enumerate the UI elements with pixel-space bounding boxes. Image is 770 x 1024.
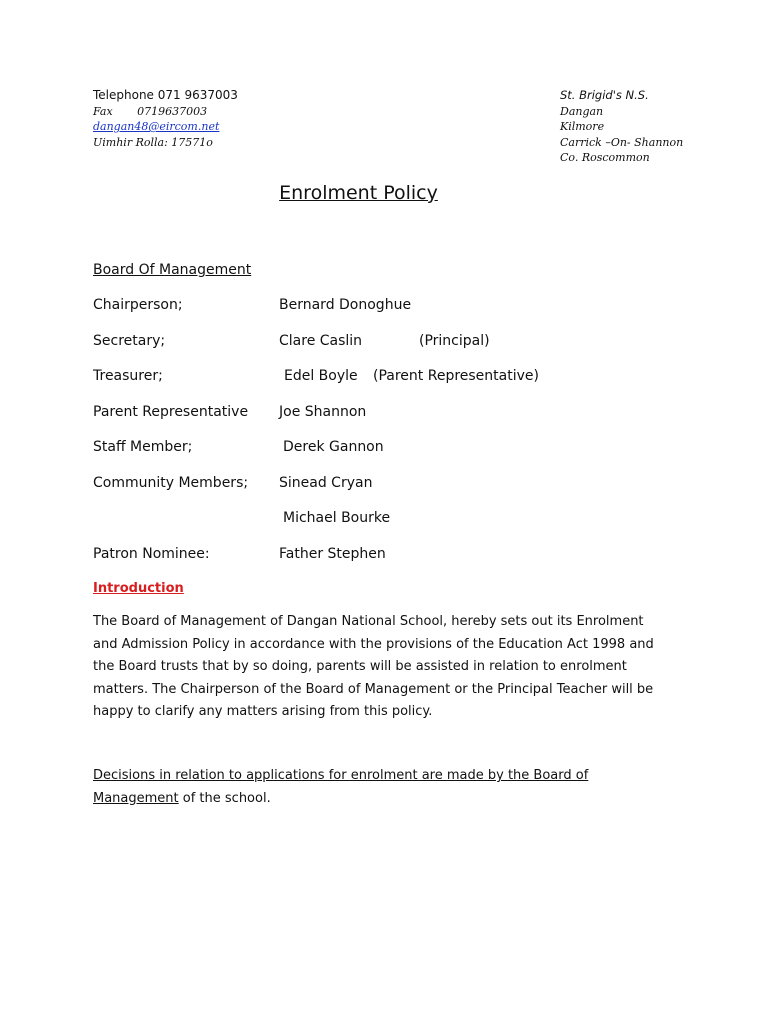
member-name: Clare Caslin (279, 333, 363, 349)
document-title: Enrolment Policy (279, 182, 438, 204)
member-role: Parent Representative (93, 404, 249, 420)
roll-number: Uimhir Rolla: 17571o (93, 135, 213, 149)
member-role: Staff Member; (93, 439, 193, 455)
introduction-heading: Introduction (93, 581, 184, 596)
member-name: Father Stephen (279, 546, 386, 562)
paragraph-line: happy to clarify any matters arising from this policy. (93, 704, 433, 719)
member-role: Chairperson; (93, 297, 183, 313)
member-name: Michael Bourke (283, 510, 391, 526)
decision-rest: of the school. (178, 790, 271, 806)
school-address (560, 88, 760, 166)
decision-line: Decisions in relation to applications for enrolment are made by the Board of (93, 768, 589, 783)
member-role: Patron Nominee: (93, 546, 210, 562)
member-role: Community Members; (93, 475, 249, 491)
member-name: Joe Shannon (279, 404, 367, 420)
decision-statement (93, 765, 633, 810)
telephone-number: Telephone 071 9637003 (93, 88, 238, 102)
email-link[interactable]: dangan48@eircom.net (93, 120, 220, 133)
introduction-paragraph (93, 611, 683, 724)
address-line: Dangan (560, 104, 604, 118)
member-note: (Parent Representative) (373, 368, 539, 384)
member-role: Secretary; (93, 333, 166, 349)
address-line: Kilmore (560, 120, 605, 133)
paragraph-line: matters. The Chairperson of the Board of Management or the Principal Teacher will be (93, 681, 654, 697)
member-name: Sinead Cryan (279, 475, 373, 491)
member-name: Edel Boyle (284, 368, 358, 384)
school-name: St. Brigid's N.S. (560, 88, 649, 102)
member-note: (Principal) (419, 333, 490, 349)
member-role: Treasurer; (93, 368, 163, 384)
member-name: Derek Gannon (283, 439, 384, 455)
paragraph-line: the Board trusts that by so doing, parents will be assisted in relation to enrolment (93, 659, 627, 674)
fax-number: Fax 0719637003 (93, 104, 208, 118)
school-contact-details (93, 88, 353, 150)
board-heading: Board Of Management (93, 262, 252, 278)
paragraph-line: and Admission Policy in accordance with the provisions of the Education Act 1998 and (93, 636, 654, 652)
decision-emphasis: Management (93, 790, 179, 806)
paragraph-line: The Board of Management of Dangan National School, hereby sets out its Enrolment (93, 614, 644, 629)
address-line: Co. Roscommon (560, 151, 650, 164)
address-line: Carrick –On- Shannon (560, 135, 684, 149)
member-name: Bernard Donoghue (279, 297, 412, 313)
decision-line-2 (93, 788, 633, 811)
